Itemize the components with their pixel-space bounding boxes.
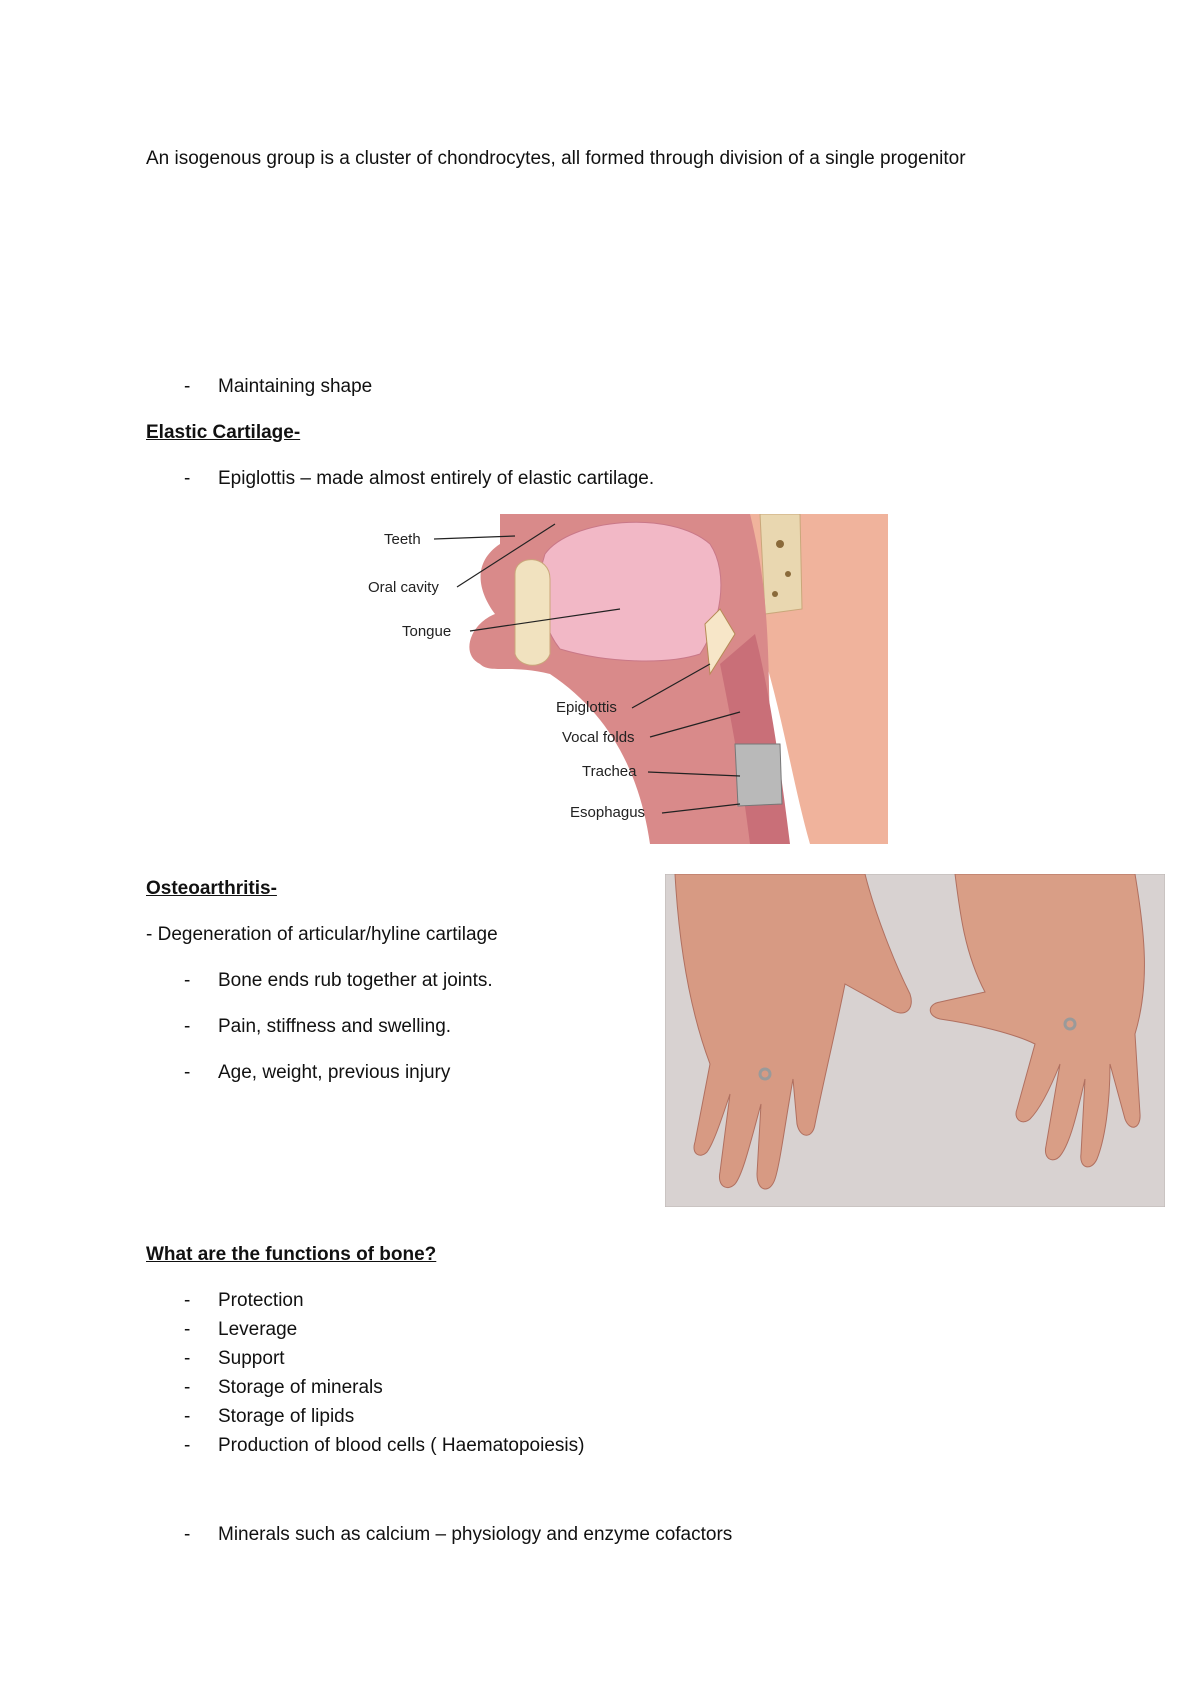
label-tongue: Tongue bbox=[402, 623, 452, 640]
osteo-bullet: Pain, stiffness and swelling. bbox=[218, 1016, 452, 1037]
bone-heading: What are the functions of bone? bbox=[146, 1244, 437, 1265]
label-vocal-folds: Vocal folds bbox=[562, 729, 635, 746]
bullet-dash: - bbox=[184, 1290, 191, 1311]
label-trachea: Trachea bbox=[582, 763, 637, 780]
intro-text: An isogenous group is a cluster of chondrocytes, all formed through division of a single progenitor bbox=[146, 148, 966, 169]
bullet-dash: - bbox=[184, 1377, 191, 1398]
bullet-dash: - bbox=[184, 1016, 191, 1037]
minerals-bullet: Minerals such as calcium – physiology and enzyme cofactors bbox=[218, 1524, 733, 1545]
bullet-dash: - bbox=[184, 1348, 191, 1369]
label-teeth: Teeth bbox=[384, 531, 421, 548]
bullet-dash: - bbox=[184, 1062, 191, 1083]
bone-function: Production of blood cells ( Haematopoiesis) bbox=[218, 1435, 585, 1456]
bullet-dash: - bbox=[184, 1319, 191, 1340]
osteo-bullet: Bone ends rub together at joints. bbox=[218, 970, 493, 991]
bullet-dash: - bbox=[184, 1524, 191, 1545]
osteo-heading: Osteoarthritis- bbox=[146, 878, 277, 899]
throat-anatomy-diagram bbox=[310, 514, 888, 844]
osteo-main: - Degeneration of articular/hyline cartilage bbox=[146, 924, 498, 945]
label-esophagus: Esophagus bbox=[570, 804, 646, 821]
arthritic-hands-photo bbox=[665, 874, 1165, 1207]
bone-function: Protection bbox=[218, 1290, 304, 1311]
elastic-heading: Elastic Cartilage- bbox=[146, 422, 301, 443]
bone-function: Storage of minerals bbox=[218, 1377, 383, 1398]
maintaining-shape: Maintaining shape bbox=[218, 376, 373, 397]
bone-function: Support bbox=[218, 1348, 285, 1369]
bone-function: Leverage bbox=[218, 1319, 298, 1340]
bullet-dash: - bbox=[184, 468, 191, 489]
osteo-bullet: Age, weight, previous injury bbox=[218, 1062, 451, 1083]
bullet-dash: - bbox=[184, 376, 191, 397]
label-oral-cavity: Oral cavity bbox=[368, 579, 439, 596]
epiglottis-bullet: Epiglottis – made almost entirely of elastic cartilage. bbox=[218, 468, 655, 489]
bone-function: Storage of lipids bbox=[218, 1406, 355, 1427]
bullet-dash: - bbox=[184, 970, 191, 991]
bullet-dash: - bbox=[184, 1435, 191, 1456]
label-epiglottis: Epiglottis bbox=[556, 699, 617, 716]
bullet-dash: - bbox=[184, 1406, 191, 1427]
